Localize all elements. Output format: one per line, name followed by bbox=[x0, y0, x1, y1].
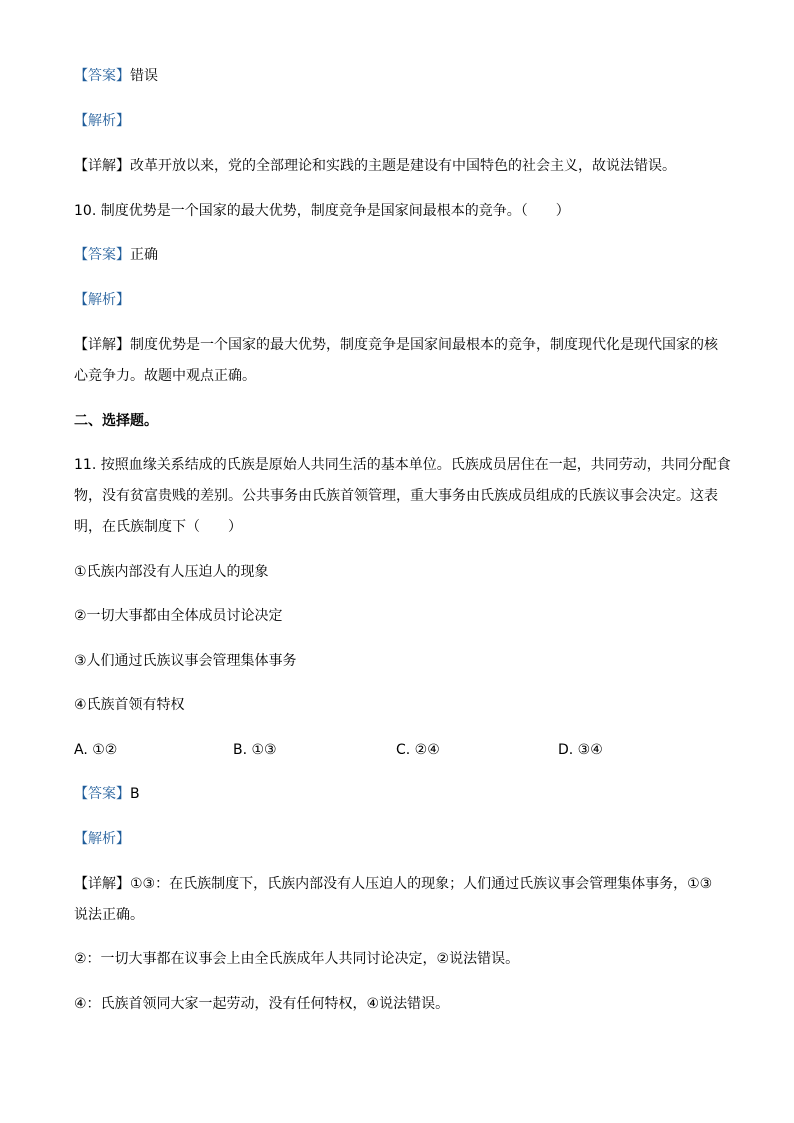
answer-text: 错误 bbox=[130, 68, 158, 84]
statement-2: ②一切大事都由全体成员讨论决定 bbox=[74, 608, 283, 624]
question-11-line1: 11. 按照血缘关系结成的氏族是原始人共同生活的基本单位。氏族成员居住在一起，共同劳动，共同分配食 bbox=[74, 457, 731, 473]
detail-tag: 【详解】 bbox=[74, 337, 130, 353]
answer-tag: 【答案】 bbox=[74, 786, 130, 802]
statement-4: ④氏族首领有特权 bbox=[74, 697, 185, 713]
question-10: 10. 制度优势是一个国家的最大优势，制度竞争是国家间最根本的竞争。（ ） bbox=[74, 203, 570, 219]
statement-3: ③人们通过氏族议事会管理集体事务 bbox=[74, 653, 297, 669]
answer-tag: 【答案】 bbox=[74, 68, 130, 84]
section-heading: 二、选择题。 bbox=[74, 413, 158, 429]
analysis-line-10 bbox=[74, 291, 724, 309]
analysis-tag: 【解析】 bbox=[74, 113, 130, 129]
question-11-line3: 明，在氏族制度下（ ） bbox=[74, 519, 242, 535]
detail-text: 制度优势是一个国家的最大优势，制度竞争是国家间最根本的竞争，制度现代化是现代国家的核 bbox=[130, 337, 718, 353]
option-b: B. ①③ bbox=[233, 742, 277, 758]
analysis-tag: 【解析】 bbox=[74, 292, 130, 308]
detail-text: ①③：在氏族制度下，氏族内部没有人压迫人的现象；人们通过氏族议事会管理集体事务，①③ bbox=[130, 876, 713, 892]
detail-line-10-cont: 心竞争力。故题中观点正确。 bbox=[74, 368, 256, 384]
answer-line-10 bbox=[74, 246, 724, 264]
detail-tag: 【详解】 bbox=[74, 876, 130, 892]
answer-text: B bbox=[130, 786, 140, 802]
answer-line-prev bbox=[74, 67, 724, 85]
detail-line-11 bbox=[74, 875, 724, 893]
option-a: A. ①② bbox=[74, 742, 118, 758]
option-c: C. ②④ bbox=[396, 742, 440, 758]
statement-1: ①氏族内部没有人压迫人的现象 bbox=[74, 564, 269, 580]
detail-line-11-2: ②：一切大事都在议事会上由全氏族成年人共同讨论决定，②说法错误。 bbox=[74, 951, 520, 967]
detail-tag: 【详解】 bbox=[74, 158, 130, 174]
answer-text: 正确 bbox=[130, 247, 158, 263]
question-11-line2: 物，没有贫富贵贱的差别。公共事务由氏族首领管理，重大事务由氏族成员组成的氏族议事会决定。这表 bbox=[74, 488, 718, 504]
analysis-line-11 bbox=[74, 830, 724, 848]
detail-line-11-cont: 说法正确。 bbox=[74, 907, 144, 923]
detail-line-prev bbox=[74, 157, 724, 175]
analysis-line-prev bbox=[74, 112, 724, 130]
answer-line-11 bbox=[74, 785, 724, 803]
detail-line-10 bbox=[74, 336, 724, 354]
detail-text: 改革开放以来，党的全部理论和实践的主题是建设有中国特色的社会主义，故说法错误。 bbox=[130, 158, 676, 174]
analysis-tag: 【解析】 bbox=[74, 831, 130, 847]
detail-line-11-3: ④：氏族首领同大家一起劳动，没有任何特权，④说法错误。 bbox=[74, 996, 450, 1012]
answer-tag: 【答案】 bbox=[74, 247, 130, 263]
option-d: D. ③④ bbox=[558, 742, 603, 758]
